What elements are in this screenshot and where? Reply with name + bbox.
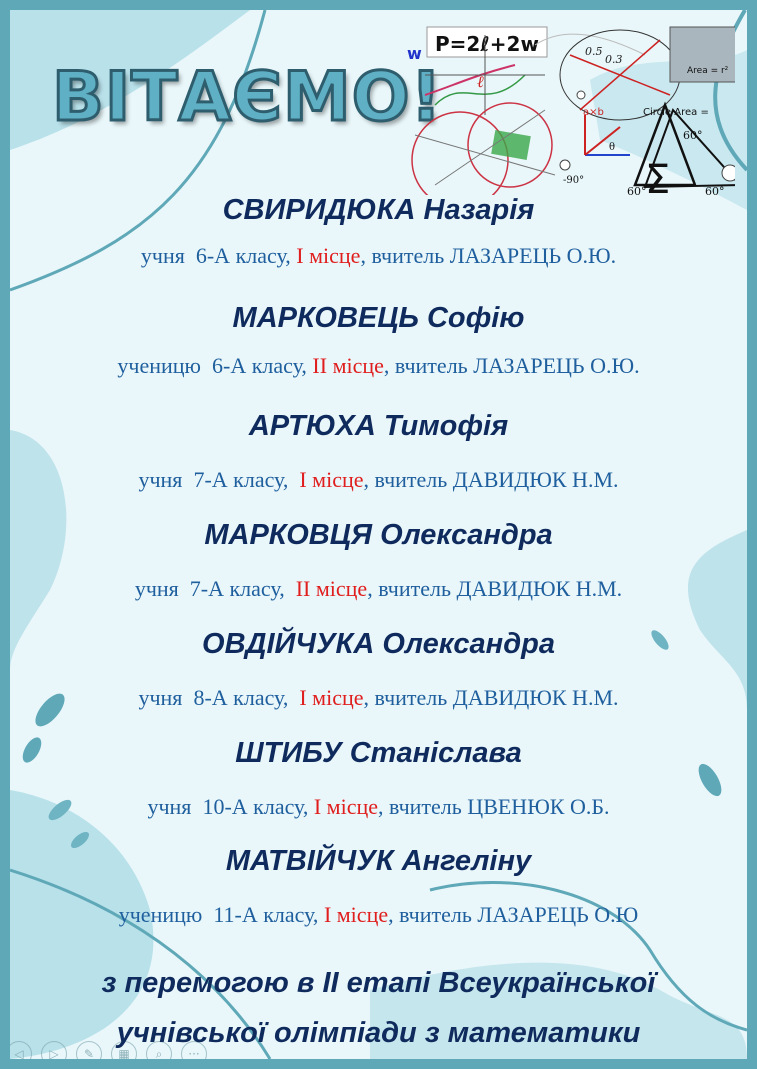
- svg-text:Circle Area =: Circle Area =: [643, 107, 709, 118]
- award-details: учня 7-А класу, І місце, вчитель ДАВИДЮК Н.М.: [138, 467, 619, 492]
- svg-text:w: w: [407, 44, 422, 63]
- award-details: ученицю 6-А класу, ІІ місце, вчитель ЛАЗАРЕЦЬ О.Ю.: [117, 353, 640, 378]
- winner-entry: [0, 735, 757, 821]
- svg-text:0.5: 0.5: [585, 45, 603, 58]
- student-name: ШТИБУ Станіслава: [235, 737, 522, 769]
- svg-text:-90°: -90°: [563, 175, 585, 186]
- footer-line-2: учнівської олімпіади з математики: [116, 1017, 641, 1049]
- pen-icon[interactable]: ✎: [76, 1041, 102, 1059]
- winner-entry: [0, 300, 757, 380]
- svg-text:0.3: 0.3: [605, 53, 623, 66]
- arrow-right-icon[interactable]: ▷: [41, 1041, 67, 1059]
- arrow-left-icon[interactable]: ◁: [10, 1041, 32, 1059]
- student-name: МАРКОВЕЦЬ Софію: [232, 302, 525, 334]
- student-name: АРТЮХА Тимофія: [248, 410, 509, 442]
- student-name: СВИРИДЮКА Назарія: [222, 194, 535, 226]
- winner-entry: [0, 408, 757, 494]
- award-details: учня 7-А класу, ІІ місце, вчитель ДАВИДЮК Н.М.: [134, 576, 623, 601]
- svg-text:θ: θ: [609, 142, 616, 153]
- award-details: учня 8-А класу, І місце, вчитель ДАВИДЮК Н.М.: [138, 685, 619, 710]
- award-details: учня 6-А класу, І місце, вчитель ЛАЗАРЕЦЬ О.Ю.: [140, 243, 617, 268]
- winner-entry: [0, 192, 757, 270]
- student-name: МАТВІЙЧУК Ангеліну: [225, 845, 532, 877]
- place-label: І місце: [296, 243, 361, 268]
- footer-line-1: з перемогою в ІІ етапі Всеукраїнської: [101, 967, 656, 999]
- winner-entry: [0, 517, 757, 603]
- svg-text:60°: 60°: [627, 185, 647, 195]
- place-label: ІІ місце: [295, 576, 368, 601]
- award-details: учня 10-А класу, І місце, вчитель ЦВЕНЮК О.Б.: [147, 794, 610, 819]
- svg-text:60°: 60°: [683, 129, 703, 142]
- math-collage-image: [405, 15, 735, 195]
- slides-icon[interactable]: ▦: [111, 1041, 137, 1059]
- award-details: ученицю 11-А класу, І місце, вчитель ЛАЗАРЕЦЬ О.Ю: [118, 902, 639, 927]
- greeting-title: ВІТАЄМО!: [52, 58, 443, 137]
- svg-text:Σ: Σ: [645, 157, 671, 195]
- student-name: МАРКОВЦЯ Олександра: [204, 519, 553, 551]
- place-label: І місце: [299, 467, 364, 492]
- magnifier-icon[interactable]: ⌕: [146, 1041, 172, 1059]
- student-name: ОВДІЙЧУКА Олександра: [202, 628, 555, 660]
- more-icon[interactable]: ···: [181, 1041, 207, 1059]
- place-label: І місце: [313, 794, 379, 819]
- svg-text:ℓ: ℓ: [477, 72, 484, 91]
- congratulation-footer: [0, 958, 757, 1058]
- place-label: ІІ місце: [312, 353, 384, 378]
- svg-text:Area = r²: Area = r²: [687, 66, 729, 76]
- place-label: І місце: [299, 685, 364, 710]
- svg-text:P=2ℓ+2w: P=2ℓ+2w: [435, 32, 539, 56]
- svg-text:a×b: a×b: [583, 107, 604, 118]
- winner-entry: [0, 626, 757, 712]
- svg-text:60°: 60°: [705, 185, 725, 195]
- winner-entry: [0, 843, 757, 929]
- place-label: І місце: [323, 902, 389, 927]
